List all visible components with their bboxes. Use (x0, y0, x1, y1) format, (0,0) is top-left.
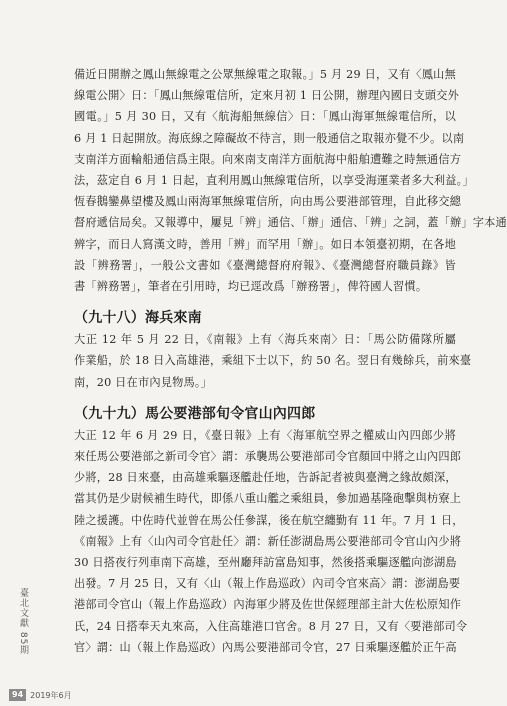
section-99-line: 陸之援護。中佐時代並曾在馬公任參謀，後在航空纏勤有 11 年。7 月 1 日， (74, 513, 464, 527)
section-98-paragraph (74, 329, 472, 393)
intro-line: 線電公開〉日：「鳳山無線電信所，定來月初 1 日公開，辦理內國日支頭交外 (74, 89, 460, 103)
publication-date: 2019年6月 (30, 690, 72, 700)
page-footer (9, 689, 72, 701)
section-98-line: 大正 12 年 5 月 22 日，《南報》上有〈海兵來南〉日：「馬公防備隊所屬 (74, 333, 456, 347)
journal-sidebar-label: 臺北文獻 85期 (18, 588, 28, 656)
section-99-line: 大正 12 年 6 月 29 日，《臺日報》上有〈海軍航空界之權威山內四郎少將 (74, 428, 456, 442)
intro-line: 設「辨務署」，一般公文書如《臺灣總督府府報》、《臺灣總督府職員錄》皆 (74, 258, 456, 272)
intro-line: 6 月 1 日起開放。海底線之障礙故不待言，則一般通信之取報亦覺不少。以南 (74, 131, 465, 145)
section-99-line: 出發。7 月 25 日，又有〈山（報上作島巡政）內司令官來高〉謂：澎湖島要 (74, 577, 461, 591)
body-text (74, 64, 507, 658)
intro-line: 支南洋方面輪船通信爲主限。向來南支南洋方面航海中船舶遭難之時無通信方 (74, 152, 462, 166)
section-98-line: 作業船，於 18 日入高雄港，乘組下士以下，約 50 名。翌日有幾餘兵，前來臺 (74, 354, 472, 368)
section-99-paragraph (74, 425, 468, 658)
section-98-line: 南，20 日在市內見物馬。」 (74, 375, 213, 389)
section-99-line: 30 日搭夜行列車南下高雄，至州廳拜訪富島知事，然後搭乘驅逐艦向澎湖島 (74, 556, 457, 570)
section-heading-99: （九十九）馬公要港部旬令官山內四郎 (74, 405, 316, 422)
section-99-line: 氏，24 日搭奉天丸來高，入住高雄港口官舍。8 月 27 日，又有〈要港部司令 (74, 619, 468, 633)
intro-line: 恆春鵝鑾鼻望樓及鳳山兩海軍無線電信所，向由馬公要港部管理，自此移交總 (74, 195, 462, 209)
section-99-line: 官〉謂：山（報上作島巡政）內馬公要港部司令官，27 日乘驅逐艦於正午高 (74, 640, 457, 654)
intro-line: 書「辨務署」，筆者在引用時，均已逕改爲「辦務署」，俾符國人習慣。 (74, 280, 428, 294)
section-99-line: 來任馬公要港部之新司令官〉謂：承襲馬公要港部司令官顏回中將之山內四郎 (74, 450, 462, 464)
page-number: 94 (9, 689, 26, 701)
section-99-line: 少將，28 日來臺，由高雄乘驅逐艦赴任地，告訴記者被與臺灣之緣故頗深， (74, 471, 457, 485)
section-99-line: 港部司令官山（報上作島巡政）內海軍少將及佐世保經理部主計大佐松原知作 (74, 598, 462, 612)
section-99-line: 《南報》上有〈山內司令官赴任〉謂：新任澎湖島馬公要港部司令官山內少將 (74, 534, 462, 548)
intro-line: 督府遞信局矣。又報導中，屢見「辨」通信、「辦」通信、「辨」之詞，蓋「辦」字本通 (74, 216, 507, 230)
section-99-line: 當其仍是少尉候補生時代，即係八重山艦之乘組員，參加過基隆砲擊與枋寮上 (74, 492, 462, 506)
intro-line: 法，茲定自 6 月 1 日起，直利用鳳山無線電信所，以享受海運業者多大利益。」 (74, 174, 474, 188)
intro-line: 辨字，而日人寫漢文時，善用「辨」而罕用「辦」。如日本領臺初期，在各地 (74, 237, 456, 251)
section-heading-98: （九十八）海兵來南 (74, 310, 202, 327)
intro-line: 備近日開辦之鳳山無線電之公眾無線電之取報。」5 月 29 日，又有〈鳳山無 (74, 68, 456, 81)
intro-line: 國電。」5 月 30 日，又有〈航海船無線信〉日：「鳳山海軍無線電信所，以 (74, 110, 456, 124)
intro-paragraph (74, 64, 507, 297)
